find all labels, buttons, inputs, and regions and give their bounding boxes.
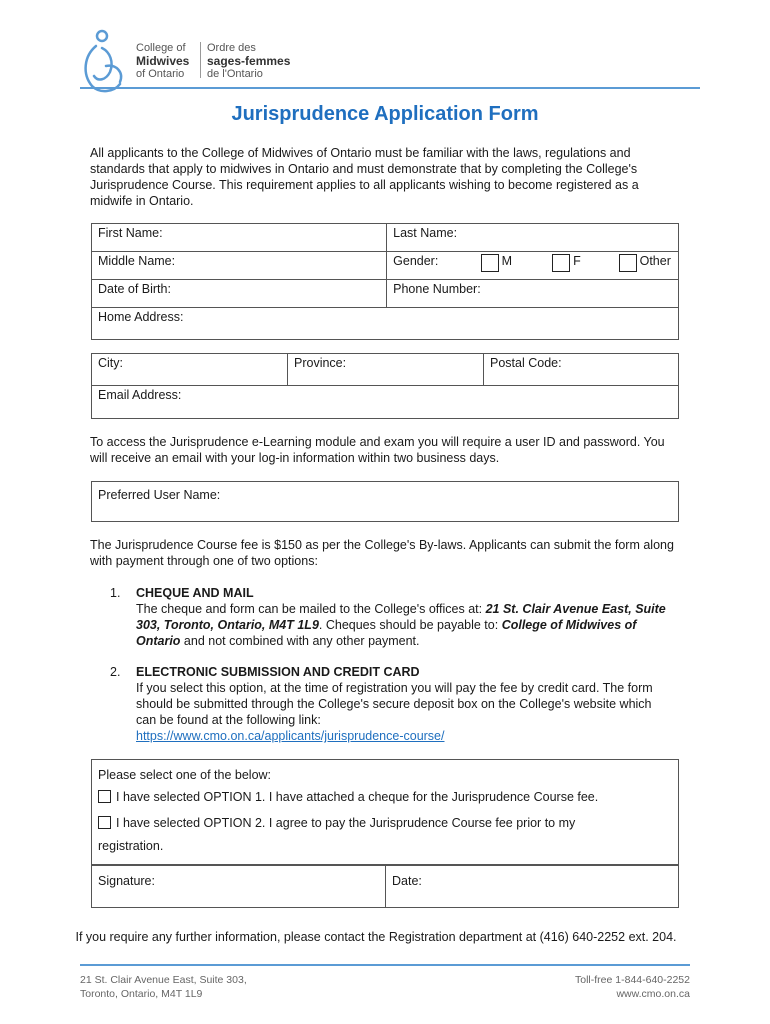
gender-other-label: Other xyxy=(639,254,671,268)
city-label: City: xyxy=(98,356,123,370)
option-2-text: If you select this option, at the time of registration you will pay the fee by credit card. The form should be submitted through the College's secure deposit box on the College's website which can be found at the following link: xyxy=(136,681,653,727)
date-label: Date: xyxy=(392,874,422,888)
option-2-checkbox[interactable] xyxy=(98,816,111,829)
option-1 xyxy=(110,585,682,649)
phone-field[interactable] xyxy=(387,280,679,308)
gender-label: Gender: xyxy=(393,254,439,268)
option-1-choice-label: I have selected OPTION 1. I have attached a cheque for the Jurisprudence Course fee. xyxy=(116,790,599,804)
option-1-text-a: The cheque and form can be mailed to the College's offices at: xyxy=(136,602,486,616)
intro-paragraph: All applicants to the College of Midwives of Ontario must be familiar with the laws, regulations and standards that apply to midwives in Ontario and must demonstrate that by completing the College's Jurisprudence Course. This requirement applies to all applicants wishing to become registered as a midwife in Ontario. xyxy=(90,146,639,208)
email-label: Email Address: xyxy=(98,388,182,402)
date-field[interactable] xyxy=(386,866,679,908)
footer-website[interactable]: www.cmo.on.ca xyxy=(616,988,690,1000)
gender-other-checkbox[interactable] xyxy=(619,254,637,272)
option-1-heading: CHEQUE AND MAIL xyxy=(136,586,254,600)
province-field[interactable] xyxy=(288,354,484,386)
logo-fr-line1: Ordre des xyxy=(207,42,256,54)
signature-label: Signature: xyxy=(98,874,155,888)
preferred-user-name-field[interactable] xyxy=(92,482,679,522)
middle-name-field[interactable] xyxy=(92,252,387,280)
contact-info: If you require any further information, please contact the Registration department at (416) 640-2252 ext. 204. xyxy=(75,930,677,944)
option-2 xyxy=(110,664,682,746)
access-paragraph: To access the Jurisprudence e-Learning module and exam you will require a user ID and password. You will receive an email with your log-in information within two business days. xyxy=(90,435,665,465)
user-name-table xyxy=(91,481,679,522)
header-rule xyxy=(80,87,700,89)
first-name-field[interactable] xyxy=(92,224,387,252)
college-address: 21 St. Clair Avenue East, Suite 303, Toronto, Ontario, M4T 1L9 xyxy=(136,602,666,632)
option-1-text-b: . Cheques should be payable to: xyxy=(318,618,502,632)
option-1-number: 1. xyxy=(110,586,121,600)
option-1-checkbox[interactable] xyxy=(98,790,111,803)
gender-m-label: M xyxy=(501,254,513,268)
first-name-label: First Name: xyxy=(98,226,163,240)
email-field[interactable] xyxy=(92,386,679,419)
footer-rule xyxy=(80,964,690,966)
applicant-info-table xyxy=(91,223,679,340)
home-address-field[interactable] xyxy=(92,308,679,340)
selection-prompt: Please select one of the below: xyxy=(98,768,272,782)
logo-text-en xyxy=(136,42,189,81)
logo-en-line3: of Ontario xyxy=(136,68,185,80)
option-2-number: 2. xyxy=(110,665,121,679)
location-table xyxy=(91,353,679,419)
footer-address-line1: 21 St. Clair Avenue East, Suite 303, xyxy=(80,974,247,986)
cheque-payee: College of Midwives of Ontario xyxy=(136,618,637,648)
logo-fr-line3: de l'Ontario xyxy=(207,68,263,80)
fee-paragraph: The Jurisprudence Course fee is $150 as per the College's By-laws. Applicants can submit the form along with payment through one of two options: xyxy=(90,538,674,568)
option-1-choice xyxy=(98,790,598,804)
city-field[interactable] xyxy=(92,354,288,386)
middle-name-label: Middle Name: xyxy=(98,254,176,268)
option-2-choice-label-b: registration. xyxy=(98,839,164,853)
gender-m-checkbox[interactable] xyxy=(481,254,499,272)
footer-address-line2: Toronto, Ontario, M4T 1L9 xyxy=(80,988,203,1000)
signature-table xyxy=(91,865,679,908)
option-selection-box xyxy=(91,759,679,865)
last-name-field[interactable] xyxy=(387,224,679,252)
logo-en-line1: College of xyxy=(136,42,186,54)
home-address-label: Home Address: xyxy=(98,310,184,324)
dob-field[interactable] xyxy=(92,280,387,308)
province-label: Province: xyxy=(294,356,347,370)
gender-field xyxy=(387,252,679,280)
phone-label: Phone Number: xyxy=(393,282,481,296)
logo-text-fr xyxy=(207,42,290,81)
gender-f-checkbox[interactable] xyxy=(552,254,570,272)
jurisprudence-course-link[interactable]: https://www.cmo.on.ca/applicants/jurisprudence-course/ xyxy=(136,729,445,743)
postal-code-field[interactable] xyxy=(484,354,679,386)
page-title: Jurisprudence Application Form xyxy=(231,103,539,125)
option-2-choice-label-a: I have selected OPTION 2. I agree to pay the Jurisprudence Course fee prior to my xyxy=(116,816,576,830)
footer-contact xyxy=(560,973,690,1001)
option-1-text-c: and not combined with any other payment. xyxy=(180,634,420,648)
option-2-choice xyxy=(98,812,668,858)
option-1-text xyxy=(136,601,682,649)
logo-en-line2: Midwives xyxy=(136,53,190,68)
logo-fr-line2: sages-femmes xyxy=(207,53,291,68)
footer-tollfree: Toll-free 1-844-640-2252 xyxy=(575,974,690,986)
gender-f-label: F xyxy=(573,254,581,268)
preferred-user-name-label: Preferred User Name: xyxy=(98,488,221,502)
option-2-heading: ELECTRONIC SUBMISSION AND CREDIT CARD xyxy=(136,665,420,679)
signature-field[interactable] xyxy=(92,866,386,908)
logo-divider xyxy=(200,42,201,78)
last-name-label: Last Name: xyxy=(393,226,458,240)
footer-address xyxy=(80,973,247,1001)
postal-code-label: Postal Code: xyxy=(490,356,562,370)
dob-label: Date of Birth: xyxy=(98,282,171,296)
